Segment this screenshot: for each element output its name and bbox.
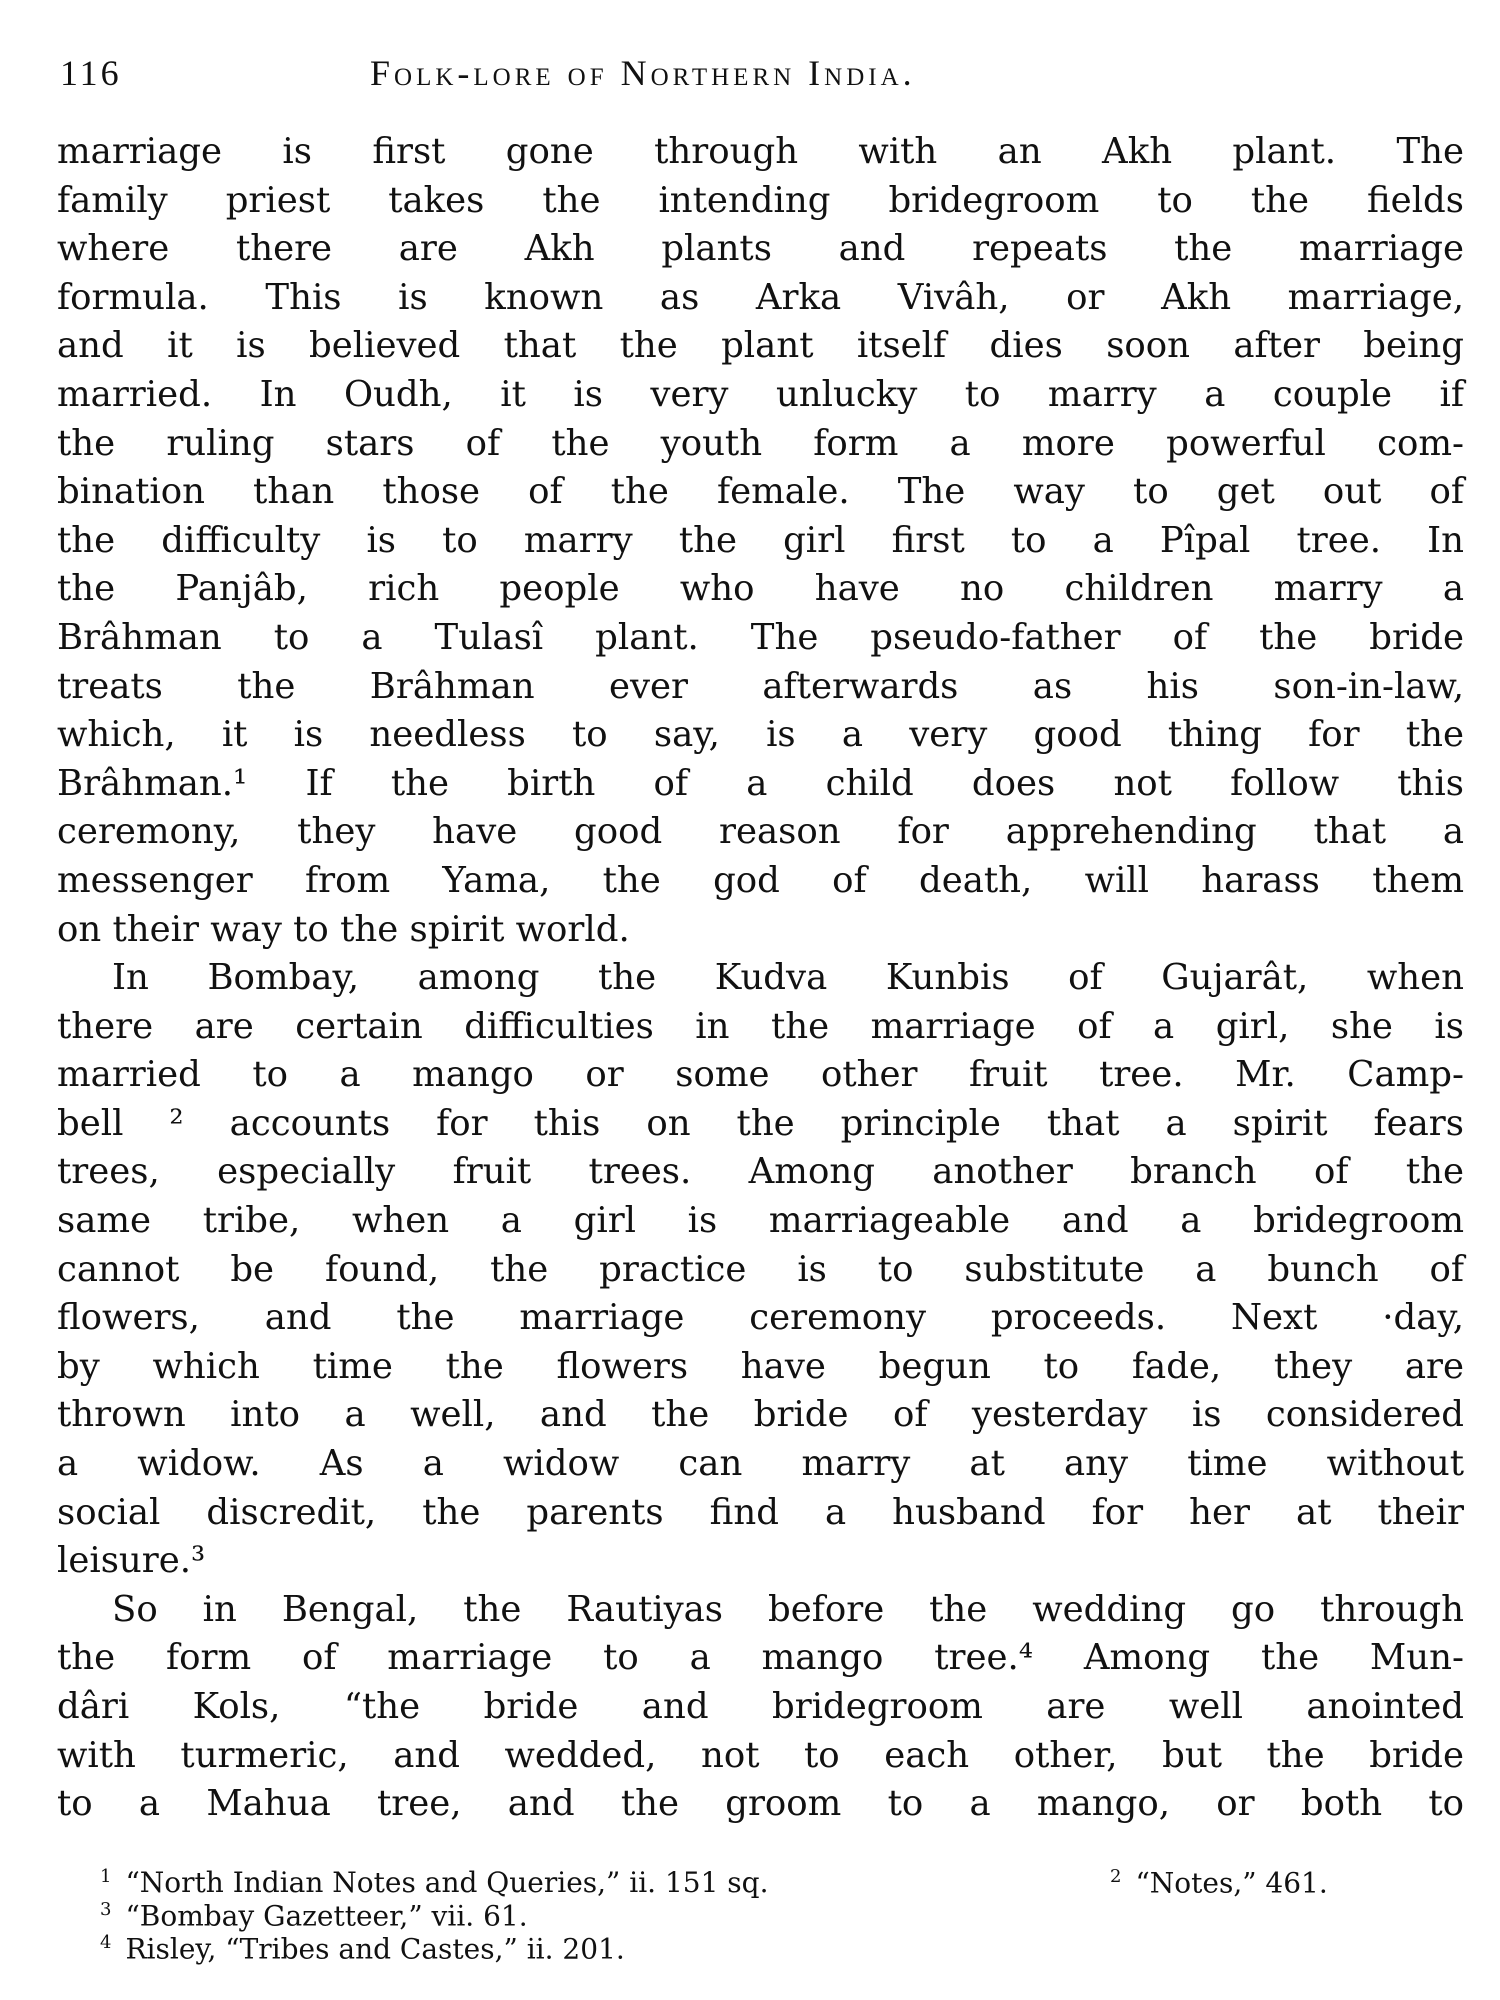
text-line: marriage is first gone through with an Akh plant. The — [57, 131, 1464, 172]
text-line: dâri Kols, “the bride and bridegroom are well anointed — [57, 1686, 1464, 1727]
text-line: ceremony, they have good reason for apprehending that a — [57, 811, 1464, 853]
text-line: same tribe, when a girl is marriageable and a bridegroom — [57, 1200, 1464, 1242]
footnote-text: “North Indian Notes and Queries,” ii. 151 sq. — [125, 1866, 769, 1900]
text-line: cannot be found, the practice is to substitute a bunch of — [57, 1248, 1464, 1290]
text-line: to a Mahua tree, and the groom to a mango, or both to — [57, 1783, 1464, 1825]
text-line: formula. This is known as Arka Vivâh, or Akh marriage, — [57, 276, 1464, 318]
paragraph-1 — [57, 128, 1464, 954]
text-line: by which time the flowers have begun to fade, they are — [57, 1345, 1464, 1387]
text-line: which, it is needless to say, is a very good thing for the — [57, 714, 1464, 756]
text-line: leisure.³ — [57, 1540, 206, 1582]
text-line: where there are Akh plants and repeats the marriage — [57, 228, 1464, 270]
text-line: So in Bengal, the Rautiyas before the wedding go through — [112, 1588, 1464, 1630]
footnote-4 — [100, 1926, 1440, 1966]
text-line: on their way to the spirit world. — [57, 908, 630, 950]
text-line: flowers, and the marriage ceremony proceeds. Next ·day, — [57, 1297, 1464, 1339]
paragraph-3 — [57, 1586, 1464, 1829]
footnote-row — [100, 1860, 1440, 1900]
running-title: Folk-lore of Northern India. — [370, 53, 916, 93]
text-line: married to a mango or some other fruit tree. Mr. Camp- — [57, 1054, 1464, 1096]
text-line: with turmeric, and wedded, not to each other, but the bride — [57, 1734, 1464, 1776]
text-line: Brâhman.¹ If the birth of a child does not follow this — [57, 762, 1464, 804]
page-header — [60, 52, 1440, 102]
text-line: bination than those of the female. The way to get out of — [57, 471, 1464, 513]
footnote-text: Risley, “Tribes and Castes,” ii. 201. — [125, 1932, 625, 1966]
text-line: family priest takes the intending bridegroom to the fields — [57, 179, 1464, 221]
footnote-marker: 3 — [100, 1899, 112, 1920]
body-text — [57, 128, 1464, 1829]
text-line: In Bombay, among the Kudva Kunbis of Gujarât, when — [112, 957, 1464, 999]
text-line: social discredit, the parents find a husband for her at their — [57, 1491, 1464, 1533]
footnote-marker: 1 — [100, 1866, 112, 1887]
footnote-3 — [100, 1893, 1440, 1933]
text-line: the ruling stars of the youth form a more powerful com- — [57, 422, 1464, 464]
footnote-text: “Bombay Gazetteer,” vii. 61. — [125, 1899, 528, 1933]
text-line: treats the Brâhman ever afterwards as his son-in-law, — [57, 665, 1464, 707]
page-number: 116 — [60, 53, 122, 93]
text-line: and it is believed that the plant itself dies soon after being — [57, 325, 1464, 367]
text-line: bell ² accounts for this on the principle that a spirit fears — [57, 1102, 1464, 1144]
text-line: married. In Oudh, it is very unlucky to marry a couple if — [57, 373, 1464, 415]
text-line: the Panjâb, rich people who have no children marry a — [57, 568, 1464, 610]
text-line: there are certain difficulties in the marriage of a girl, she is — [57, 1005, 1464, 1047]
footnote-marker: 2 — [1110, 1866, 1122, 1887]
text-line: the difficulty is to marry the girl first to a Pîpal tree. In — [57, 519, 1464, 561]
footnote-text: “Notes,” 461. — [1135, 1866, 1328, 1900]
text-line: a widow. As a widow can marry at any time without — [57, 1443, 1464, 1485]
footnote-marker: 4 — [100, 1932, 112, 1953]
text-line: Brâhman to a Tulasî plant. The pseudo-father of the bride — [57, 616, 1464, 658]
text-line: messenger from Yama, the god of death, will harass them — [57, 859, 1464, 901]
text-line: thrown into a well, and the bride of yesterday is considered — [57, 1394, 1464, 1436]
footnotes — [100, 1860, 1440, 1966]
paragraph-2 — [57, 954, 1464, 1586]
text-line: the form of marriage to a mango tree.⁴ Among the Mun- — [57, 1637, 1464, 1679]
text-line: trees, especially fruit trees. Among another branch of the — [57, 1151, 1464, 1193]
